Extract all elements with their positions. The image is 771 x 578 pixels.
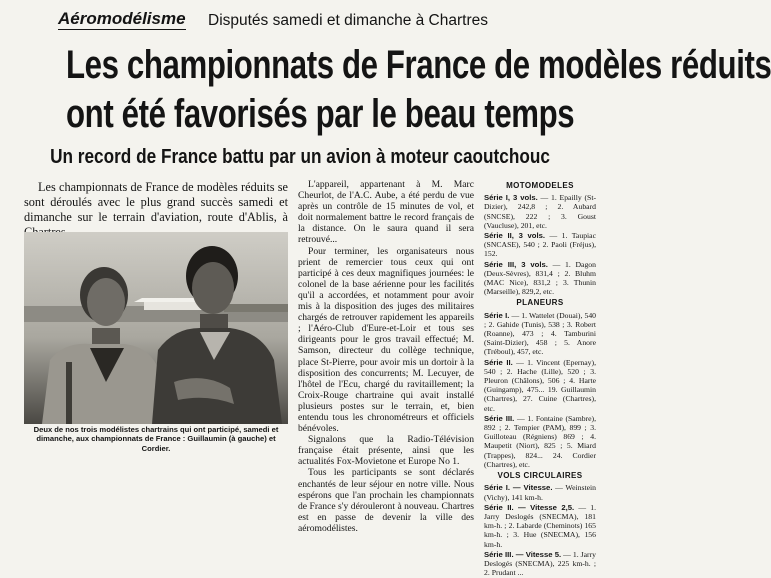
kicker-text: Disputés samedi et dimanche à Chartres <box>208 12 488 29</box>
results-heading: VOLS CIRCULAIRES <box>497 471 583 481</box>
result-label: Série I. <box>484 310 510 320</box>
result-entry <box>484 260 596 297</box>
result-entry <box>484 550 596 578</box>
result-label: Série III, 3 vols. <box>484 259 548 269</box>
result-text: — Weinstein (Vichy), 141 km-h. <box>484 483 596 502</box>
article-paragraph: Pour terminer, les organisateurs nous prient de remercier tous ceux qui ont participé à ces deux magnifiques journées: le colonel de la base aérienne pour les facilités qu'il a accordées, et notamment pour avoir mis à la disposition des juges des militaires chargés de retrouver rapidement les appareils ; l'Aéro-Club d'Eure-et-Loir et tous ses dirigeants pour le gros travail effectué; M. Samson, directeur du collège technique, place St-Pierre, pour avoir mis un dortoir à la disposition des concurrents; M. Lecuyer, de l'hôtel de l'Ecu, chargé du ravitaillement; la Croix-Rouge chartraine qui avait installé plusieurs postes sur le terrain, et, bien entendu tous les chronométreurs et officiels bénévoles. <box>298 245 474 435</box>
result-label: Série II. <box>484 357 513 367</box>
section-label: Aéromodélisme <box>58 9 186 28</box>
result-text: — 1. Jarry Deslogés (SNECMA), 225 km-h. ; 2. Prudant ... <box>484 549 596 578</box>
article-paragraph: L'appareil, appartenant à M. Marc Cheurlot, de l'A.C. Aube, a été perdu de vue après un contrôle de 15 minutes de vol, et doit normalement battre le record français de la distance. On le saura quand il sera retrouvé... <box>298 179 474 246</box>
result-text: — 1. Jarry Deslogés (SNECMA), 181 km-h. ; 2. Labarde (Cheminots) 165 km-h. ; 3. Hue (SNECMA), 156 km-h. <box>484 502 596 549</box>
subheadline: Un record de France battu par un avion à moteur caoutchouc <box>50 146 550 168</box>
result-entry <box>484 358 596 413</box>
article-column <box>298 179 474 534</box>
results-heading: MOTOMODELES <box>506 181 574 190</box>
result-label: Série III. — Vitesse 5. <box>484 549 562 559</box>
result-text: — 1. Vincent (Epernay), 540 ; 2. Hache (Lille), 520 ; 3. Pleuron (Châlons), 506 ; 4. Harte (Guingamp), 475... 19. Guillaumin (Chartres), 27. Cuine (Chartres), etc. <box>484 357 596 413</box>
headline-line-2: ont été favorisés par le beau temps <box>66 92 575 136</box>
results-column <box>484 179 596 578</box>
result-text: — 1. Dagon (Deux-Sèvres), 831,4 ; 2. Bluhm (MAC Nice), 831,2 ; 3. Thunin (Marseille), 829,2, etc. <box>484 259 596 297</box>
result-label: Série III. <box>484 413 515 423</box>
result-entry <box>484 483 596 501</box>
headline-line-1: Les championnats de France de modèles réduits <box>66 43 771 87</box>
result-label: Série II, 3 vols. <box>484 231 546 241</box>
result-text: — 1. Wattelet (Douai), 540 ; 2. Gahide (Tunis), 538 ; 3. Robert (Roanne), 473 ; 4. Tamburini (Saint-Dizier), 458 ; 5. Anore (Tréboul), 457, etc. <box>484 310 597 357</box>
result-label: Série I. — Vitesse. <box>484 483 553 493</box>
result-entry <box>484 193 596 230</box>
result-label: Série II. — Vitesse 2,5. <box>484 502 575 512</box>
photo <box>24 232 288 424</box>
result-entry <box>484 414 596 469</box>
result-label: Série I, 3 vols. <box>484 193 538 203</box>
article-paragraph: Tous les participants se sont déclarés enchantés de leur séjour en notre ville. Nous espérons que l'an prochain les championnats de France s'y dérouleront à nouveau. Chartres est en passe de devenir la ville des aéromodélistes. <box>298 467 474 534</box>
result-text: — 1. Fontaine (Sambre), 892 ; 2. Tempier (PAM), 899 ; 3. Guilloteau (Régniens) 869 ; 4. Maupetit (Niort), 825 ; 5. Miard (Trappes), 824... 24. Cordier (Chartres), etc. <box>484 413 596 469</box>
photo-caption: Deux de nos trois modélistes chartrains qui ont participé, samedi et dimanche, aux championnats de France : Guillaumin (à gauche) et Cordier. <box>33 425 279 453</box>
result-text: — 1. Epailly (St-Dizier), 242,8 ; 2. Aubard (SNCSE), 222 ; 3. Goust (Vaucluse), 201, etc. <box>484 193 597 230</box>
result-text: — 1. Taupiac (SNCASE), 540 ; 2. Paoli (Fréjus), 152. <box>484 231 596 259</box>
result-entry <box>484 231 596 259</box>
result-entry <box>484 503 596 549</box>
article-paragraph: Signalons que la Radio-Télévision française était présente, ainsi que les actualités Fox-Movietone et Europe No 1. <box>298 434 474 468</box>
result-entry <box>484 311 596 357</box>
results-heading: PLANEURS <box>516 298 564 308</box>
lead-paragraph: Les championnats de France de modèles réduits se sont déroulés avec le plus grand succès samedi et dimanche sur le terrain d'aviation, route d'Ablis, à <box>24 180 288 224</box>
